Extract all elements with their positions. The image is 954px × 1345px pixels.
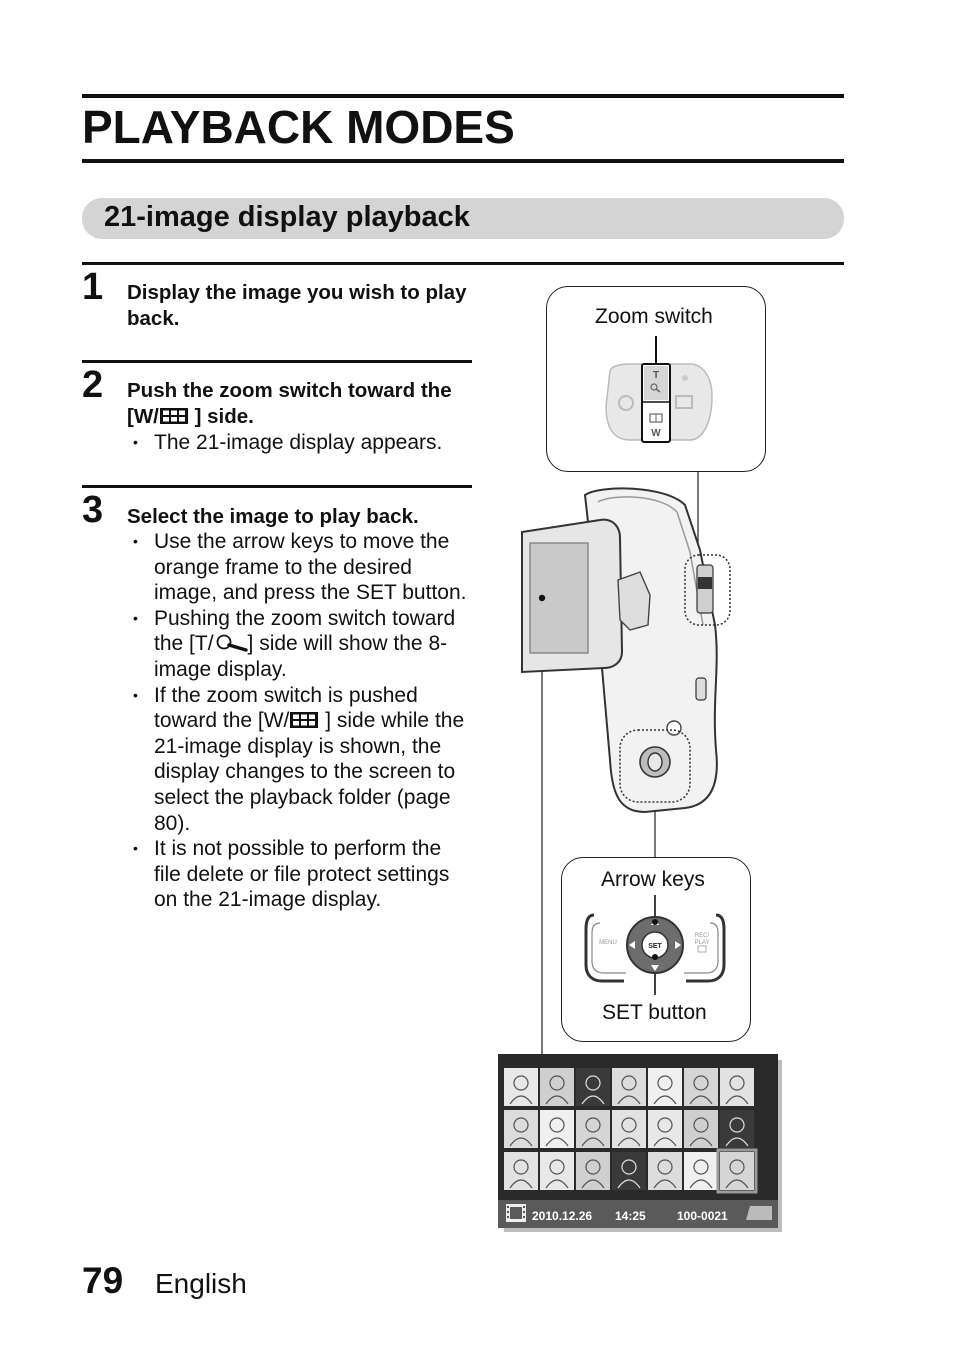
lcd-21-image-display	[498, 1054, 778, 1228]
thumbnail	[504, 1068, 538, 1106]
step-2-bullets	[127, 430, 467, 456]
arrow-keys-closeup	[584, 895, 726, 1000]
thumbnail	[684, 1110, 718, 1148]
list-item: • It is not possible to perform the file delete or file protect settings on the 21-image display.	[127, 836, 467, 913]
list-item: • The 21-image display appears.	[127, 430, 467, 456]
page-title: PLAYBACK MODES	[82, 101, 515, 153]
page-number: 79	[82, 1260, 124, 1301]
step-2-rule	[82, 360, 472, 363]
step-1-heading: Display the image you wish to play back.	[127, 281, 467, 330]
zoom-switch-closeup	[600, 336, 720, 446]
lcd-file-number: 100-0021	[677, 1209, 728, 1223]
lcd-date: 2010.12.26	[532, 1209, 593, 1223]
step-3-bullets	[127, 529, 467, 913]
thumbnail	[648, 1068, 682, 1106]
list-item: • If the zoom switch is pushed toward the [W/ ] side while the 21-image display is shown, the display changes to the screen to select the playback folder (page 80).	[127, 683, 467, 837]
thumbnail	[684, 1152, 718, 1190]
thumbnail	[720, 1110, 754, 1148]
step-3-rule	[82, 485, 472, 488]
zoom-w-label: W	[651, 428, 661, 439]
magnify-icon	[214, 634, 248, 652]
thumbnail	[612, 1110, 646, 1148]
thumbnail	[504, 1110, 538, 1148]
multi-image-icon	[289, 711, 319, 729]
thumbnail	[720, 1152, 754, 1190]
thumbnail	[720, 1068, 754, 1106]
step-3-number: 3	[82, 489, 104, 531]
thumbnail	[540, 1068, 574, 1106]
thumbnail	[504, 1152, 538, 1190]
menu-key-label: MENU	[599, 940, 617, 946]
title-top-rule	[82, 94, 844, 98]
section-rule	[82, 262, 844, 265]
play-key-label: PLAY	[694, 940, 710, 946]
movie-icon	[506, 1204, 526, 1222]
set-button-label: SET button	[602, 1001, 707, 1024]
arrow-keys-label: Arrow keys	[601, 868, 705, 891]
thumbnail	[648, 1152, 682, 1190]
thumbnail	[540, 1110, 574, 1148]
set-key-label: SET	[648, 943, 662, 950]
title-bottom-rule	[82, 159, 844, 163]
thumbnail	[540, 1152, 574, 1190]
step-2-heading	[127, 378, 467, 430]
thumbnail	[576, 1152, 610, 1190]
zoom-t-label: T	[652, 370, 660, 381]
step-2-heading-post: ] side.	[188, 405, 254, 428]
thumbnail	[648, 1110, 682, 1148]
section-title: 21-image display playback	[104, 201, 470, 233]
list-item: • Pushing the zoom switch toward the [T/ ] side will show the 8-image display.	[127, 606, 467, 683]
rec-key-label: REC/	[694, 933, 710, 939]
lcd-time: 14:25	[615, 1209, 646, 1223]
thumbnail	[684, 1068, 718, 1106]
thumbnail	[576, 1068, 610, 1106]
thumbnail	[576, 1110, 610, 1148]
card-icon	[746, 1206, 772, 1220]
footer-language: English	[155, 1268, 247, 1299]
thumbnail	[612, 1068, 646, 1106]
step-3-heading: Select the image to play back.	[127, 505, 419, 528]
step-2-heading-pre: Push the zoom switch toward the [W/	[127, 379, 452, 428]
thumbnail	[612, 1152, 646, 1190]
list-item: • Use the arrow keys to move the orange frame to the desired image, and press the SET button.	[127, 529, 467, 606]
multi-image-icon	[159, 407, 189, 425]
zoom-switch-label: Zoom switch	[595, 305, 713, 328]
step-2-number: 2	[82, 364, 104, 406]
step-1-number: 1	[82, 266, 104, 308]
lcd-pointer-dot	[539, 595, 545, 601]
